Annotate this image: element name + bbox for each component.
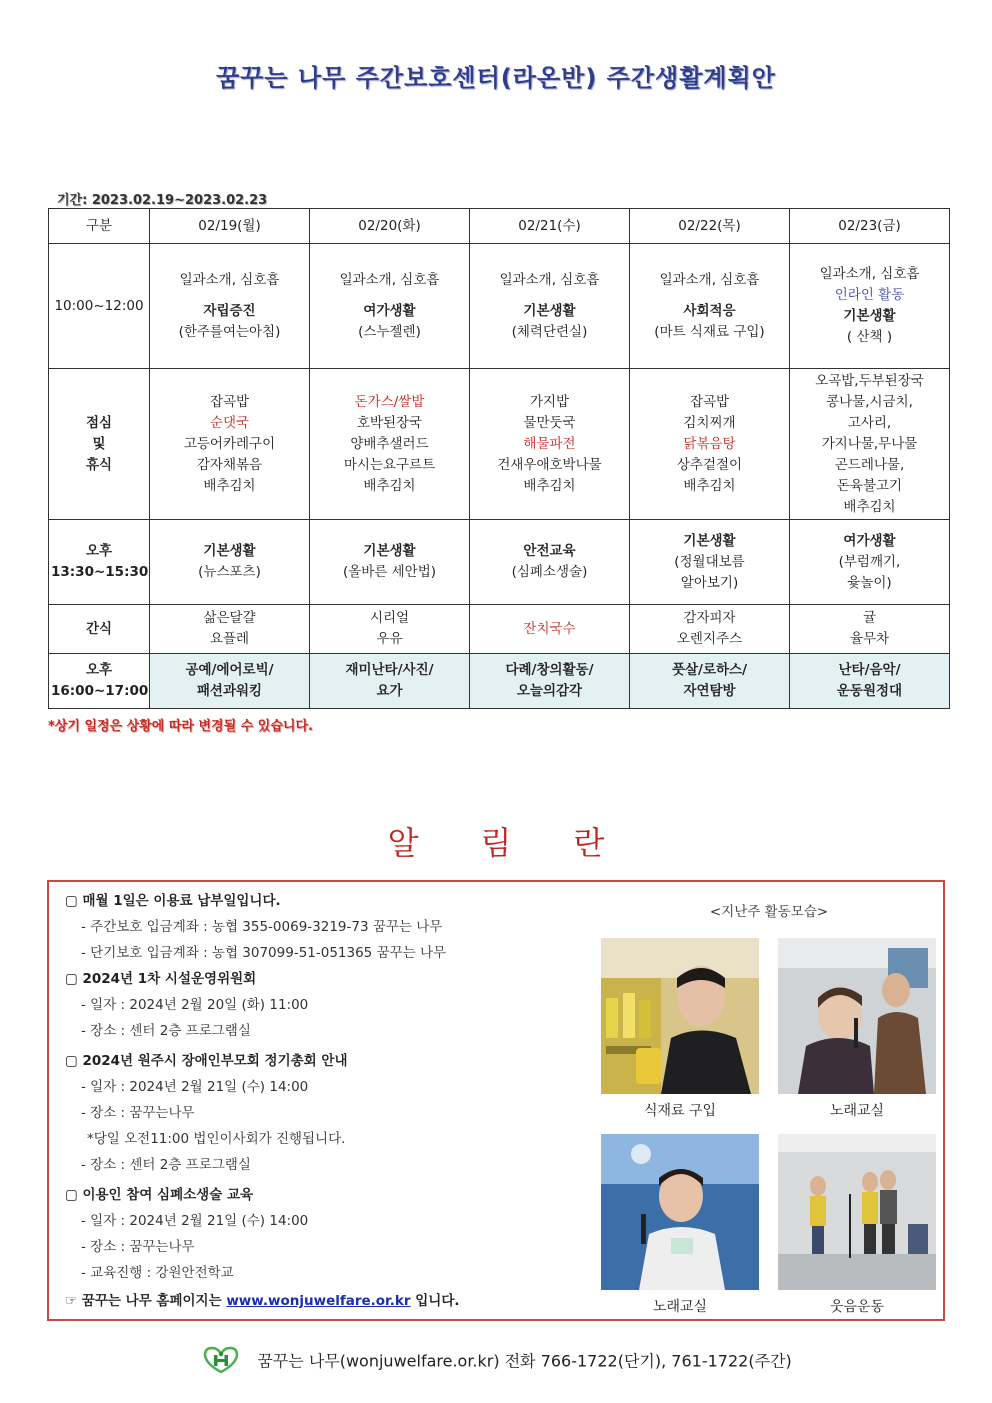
- cell-line: 기본생활: [203, 543, 256, 559]
- cell-line: 자연탐방: [683, 683, 736, 699]
- notice-detail: *당일 오전11:00 법인이사회가 진행됩니다.: [87, 1131, 346, 1147]
- menu-item: 배추김치: [683, 477, 736, 494]
- lunch-cell: [790, 369, 950, 520]
- cell-line: 운동원정대: [836, 683, 903, 699]
- notice-box: [47, 880, 945, 1321]
- header-cell: 02/21(수): [470, 209, 630, 244]
- program-cell: [310, 654, 470, 709]
- cell-line: 일과소개, 심호흡: [339, 271, 440, 288]
- snack-cell: [790, 605, 950, 654]
- cell-line: (정월대보름: [674, 553, 745, 570]
- row-label: [49, 520, 150, 605]
- snack-item: 오렌지주스: [676, 631, 743, 647]
- afternoon-cell: [630, 520, 790, 605]
- menu-item: 배추김치: [523, 477, 576, 494]
- menu-item: 돈육불고기: [836, 477, 903, 494]
- row-label: 간식: [49, 605, 150, 654]
- menu-item: 배추김치: [203, 477, 256, 494]
- notice-detail: - 장소 : 센터 2층 프로그램실: [81, 1023, 251, 1039]
- snack-item: 귤: [862, 610, 877, 626]
- menu-item: 고등어카레구이: [183, 435, 276, 452]
- cell-line: 기본생활: [523, 302, 576, 319]
- menu-item: 호박된장국: [356, 414, 423, 431]
- program-cell: [470, 654, 630, 709]
- menu-item: 곤드레나물,: [834, 456, 905, 473]
- afternoon-cell: [790, 520, 950, 605]
- photo-caption: 노래교실: [652, 1299, 708, 1315]
- header-cell: 02/20(화): [310, 209, 470, 244]
- cell-line: 일과소개, 심호흡: [179, 271, 280, 288]
- cell-line: 일과소개, 심호흡: [819, 266, 920, 282]
- row-label-line: 및: [92, 435, 106, 452]
- cell-line: (심폐소생술): [511, 564, 588, 580]
- row-label: [49, 654, 150, 709]
- afternoon-cell: [470, 520, 630, 605]
- cell-line: 패션과워킹: [196, 683, 263, 699]
- cell-line: (마트 식재료 구입): [654, 323, 765, 340]
- notice-detail: - 주간보호 입금계좌 : 농협 355-0069-3219-73 꿈꾸는 나무: [81, 919, 443, 935]
- cell-line: 자립증진: [203, 302, 256, 319]
- program-cell: [630, 654, 790, 709]
- menu-item: 해물파전: [523, 435, 576, 452]
- cell-line: (스누젤렌): [358, 323, 421, 340]
- menu-item: 돈가스/쌀밥: [354, 393, 425, 410]
- cell-line: 일과소개, 심호흡: [659, 271, 760, 288]
- cell-line: 난타/음악/: [838, 662, 901, 678]
- cell-line: 재미난타/사진/: [345, 662, 434, 678]
- afternoon-row: [49, 520, 950, 605]
- row-label-line: 오후: [85, 662, 113, 678]
- cell-line: 다례/창의활동/: [505, 662, 594, 678]
- table-header-row: [49, 209, 950, 244]
- menu-item: 순댓국: [209, 414, 250, 431]
- header-cell: 02/23(금): [790, 209, 950, 244]
- cell-line: (올바른 세안법): [342, 564, 437, 580]
- row-label: [49, 369, 150, 520]
- menu-item: 오곡밥,두부된장국: [815, 372, 924, 389]
- cell-line: 윷놀이): [847, 574, 892, 591]
- notice-detail: - 일자 : 2024년 2월 21일 (수) 14:00: [81, 1213, 309, 1229]
- header-cell: 02/19(월): [150, 209, 310, 244]
- schedule-change-note: *상기 일정은 상황에 따라 변경될 수 있습니다.: [48, 719, 313, 734]
- cell-line: (체력단련실): [511, 323, 588, 340]
- cell-line: 풋살/로하스/: [671, 662, 748, 678]
- lunch-cell: [150, 369, 310, 520]
- menu-item: 잡곡밥: [689, 393, 730, 410]
- row-label-line: 오후: [85, 543, 113, 559]
- lunch-cell: [630, 369, 790, 520]
- notice-detail: - 장소 : 꿈꾸는나무: [81, 1105, 195, 1121]
- menu-item: 잡곡밥: [209, 393, 250, 410]
- cell-line: 요가: [376, 683, 403, 699]
- snack-cell: [310, 605, 470, 654]
- cell-line: 여가생활: [843, 532, 896, 549]
- menu-item: 고사리,: [847, 414, 892, 431]
- morning-cell: [150, 244, 310, 369]
- row-label-line: 휴식: [85, 456, 113, 473]
- menu-item: 닭볶음탕: [683, 435, 736, 452]
- cell-line: 알아보기): [680, 574, 739, 591]
- notice-list: [65, 888, 585, 1314]
- menu-item: 감자채볶음: [196, 456, 263, 473]
- homepage-prefix: ☞ 꿈꾸는 나무 홈페이지는: [65, 1293, 222, 1309]
- photo-caption: 웃음운동: [829, 1299, 885, 1315]
- notice-item: ▢ 2024년 원주시 장애인부모회 정기총회 안내: [65, 1053, 348, 1069]
- menu-item: 양배추샐러드: [350, 435, 429, 452]
- cell-line: 공예/에어로빅/: [185, 662, 274, 678]
- program-cell: [150, 654, 310, 709]
- cell-line: 기본생활: [843, 308, 896, 324]
- homepage-link[interactable]: www.wonjuwelfare.or.kr: [226, 1293, 411, 1309]
- photo-laughter-exercise: [778, 1134, 936, 1290]
- cell-line: 기본생활: [683, 532, 736, 549]
- photo-singing-2: [601, 1134, 759, 1290]
- afternoon-cell: [310, 520, 470, 605]
- morning-row: [49, 244, 950, 369]
- row-label: 10:00~12:00: [49, 244, 150, 369]
- homepage-suffix: 입니다.: [415, 1293, 460, 1309]
- row-label-line: 점심: [85, 414, 113, 431]
- notice-item: ▢ 매월 1일은 이용료 납부일입니다.: [65, 893, 281, 909]
- center-logo-icon: [200, 1346, 242, 1378]
- menu-item: 김치찌개: [683, 414, 736, 431]
- cell-line: (한주를여는아침): [178, 323, 281, 340]
- notice-detail: - 장소 : 꿈꾸는나무: [81, 1239, 195, 1255]
- header-cell: 구분: [49, 209, 150, 244]
- notice-detail: - 일자 : 2024년 2월 21일 (수) 14:00: [81, 1079, 309, 1095]
- lunch-cell: [310, 369, 470, 520]
- photos-title: <지난주 활동모습>: [709, 904, 829, 920]
- menu-item: 상추겉절이: [676, 456, 743, 473]
- afternoon-cell: [150, 520, 310, 605]
- menu-item: 마시는요구르트: [343, 456, 436, 473]
- cell-line: (뉴스포츠): [198, 564, 261, 580]
- notice-item: ▢ 2024년 1차 시설운영위원회: [65, 971, 257, 987]
- cell-line: 사회적응: [683, 302, 736, 319]
- morning-cell: [630, 244, 790, 369]
- schedule-period: 기간: 2023.02.19~2023.02.23: [57, 193, 268, 208]
- morning-cell: [790, 244, 950, 369]
- notice-item: ▢ 이용인 참여 심폐소생술 교육: [65, 1187, 254, 1203]
- menu-item: 배추김치: [843, 498, 896, 515]
- page-title: 꿈꾸는 나무 주간보호센터(라온반) 주간생활계획안: [216, 64, 776, 92]
- row-label-line: 13:30~15:30: [51, 564, 149, 580]
- snack-cell: 잔치국수: [470, 605, 630, 654]
- snack-row: [49, 605, 950, 654]
- snack-item: 삶은달걀: [203, 610, 256, 626]
- row-label-line: 16:00~17:00: [51, 683, 149, 699]
- footer-contact: 꿈꾸는 나무(wonjuwelfare.or.kr) 전화 766-1722(단기), 761-1722(주간): [257, 1351, 792, 1371]
- snack-cell: [630, 605, 790, 654]
- morning-cell: [310, 244, 470, 369]
- cell-line: 일과소개, 심호흡: [499, 271, 600, 288]
- menu-item: 물만둣국: [523, 414, 576, 431]
- menu-item: 가지밥: [529, 393, 570, 410]
- snack-item: 감자피자: [683, 610, 736, 626]
- snack-cell: [150, 605, 310, 654]
- notice-detail: - 장소 : 센터 2층 프로그램실: [81, 1157, 251, 1173]
- cell-line: ( 산책 ): [846, 329, 893, 345]
- cell-line: 여가생활: [363, 302, 416, 319]
- cell-line: 안전교육: [523, 543, 576, 559]
- cell-line: 오늘의감각: [516, 683, 583, 699]
- photo-caption: 노래교실: [829, 1103, 885, 1119]
- footer: [0, 1346, 992, 1378]
- menu-item: 콩나물,시금치,: [826, 393, 913, 410]
- snack-item: 요플레: [209, 631, 250, 647]
- header-cell: 02/22(목): [630, 209, 790, 244]
- snack-item: 우유: [376, 631, 403, 647]
- cell-line: (부럼깨기,: [838, 553, 901, 570]
- lunch-cell: [470, 369, 630, 520]
- homepage-notice: [65, 1288, 585, 1314]
- photo-singing-1: [778, 938, 936, 1094]
- menu-item: 건새우애호박나물: [497, 456, 602, 473]
- program-cell: [790, 654, 950, 709]
- notice-heading: 알림란: [387, 824, 667, 862]
- menu-item: 가지나물,무나물: [821, 435, 918, 452]
- lunch-row: [49, 369, 950, 520]
- photo-grocery: [601, 938, 759, 1094]
- morning-cell: [470, 244, 630, 369]
- cell-line: 인라인 활동: [834, 287, 905, 303]
- notice-detail: - 일자 : 2024년 2월 20일 (화) 11:00: [81, 997, 309, 1013]
- late-afternoon-row: [49, 654, 950, 709]
- notice-detail: - 교육진행 : 강원안전학교: [81, 1265, 234, 1281]
- photo-caption: 식재료 구입: [643, 1103, 717, 1119]
- menu-item: 배추김치: [363, 477, 416, 494]
- cell-line: 기본생활: [363, 543, 416, 559]
- notice-detail: - 단기보호 입금계좌 : 농협 307099-51-051365 꿈꾸는 나무: [81, 945, 447, 961]
- snack-item: 시리얼: [369, 610, 410, 626]
- snack-item: 율무차: [849, 631, 890, 647]
- weekly-schedule-table: [48, 208, 950, 709]
